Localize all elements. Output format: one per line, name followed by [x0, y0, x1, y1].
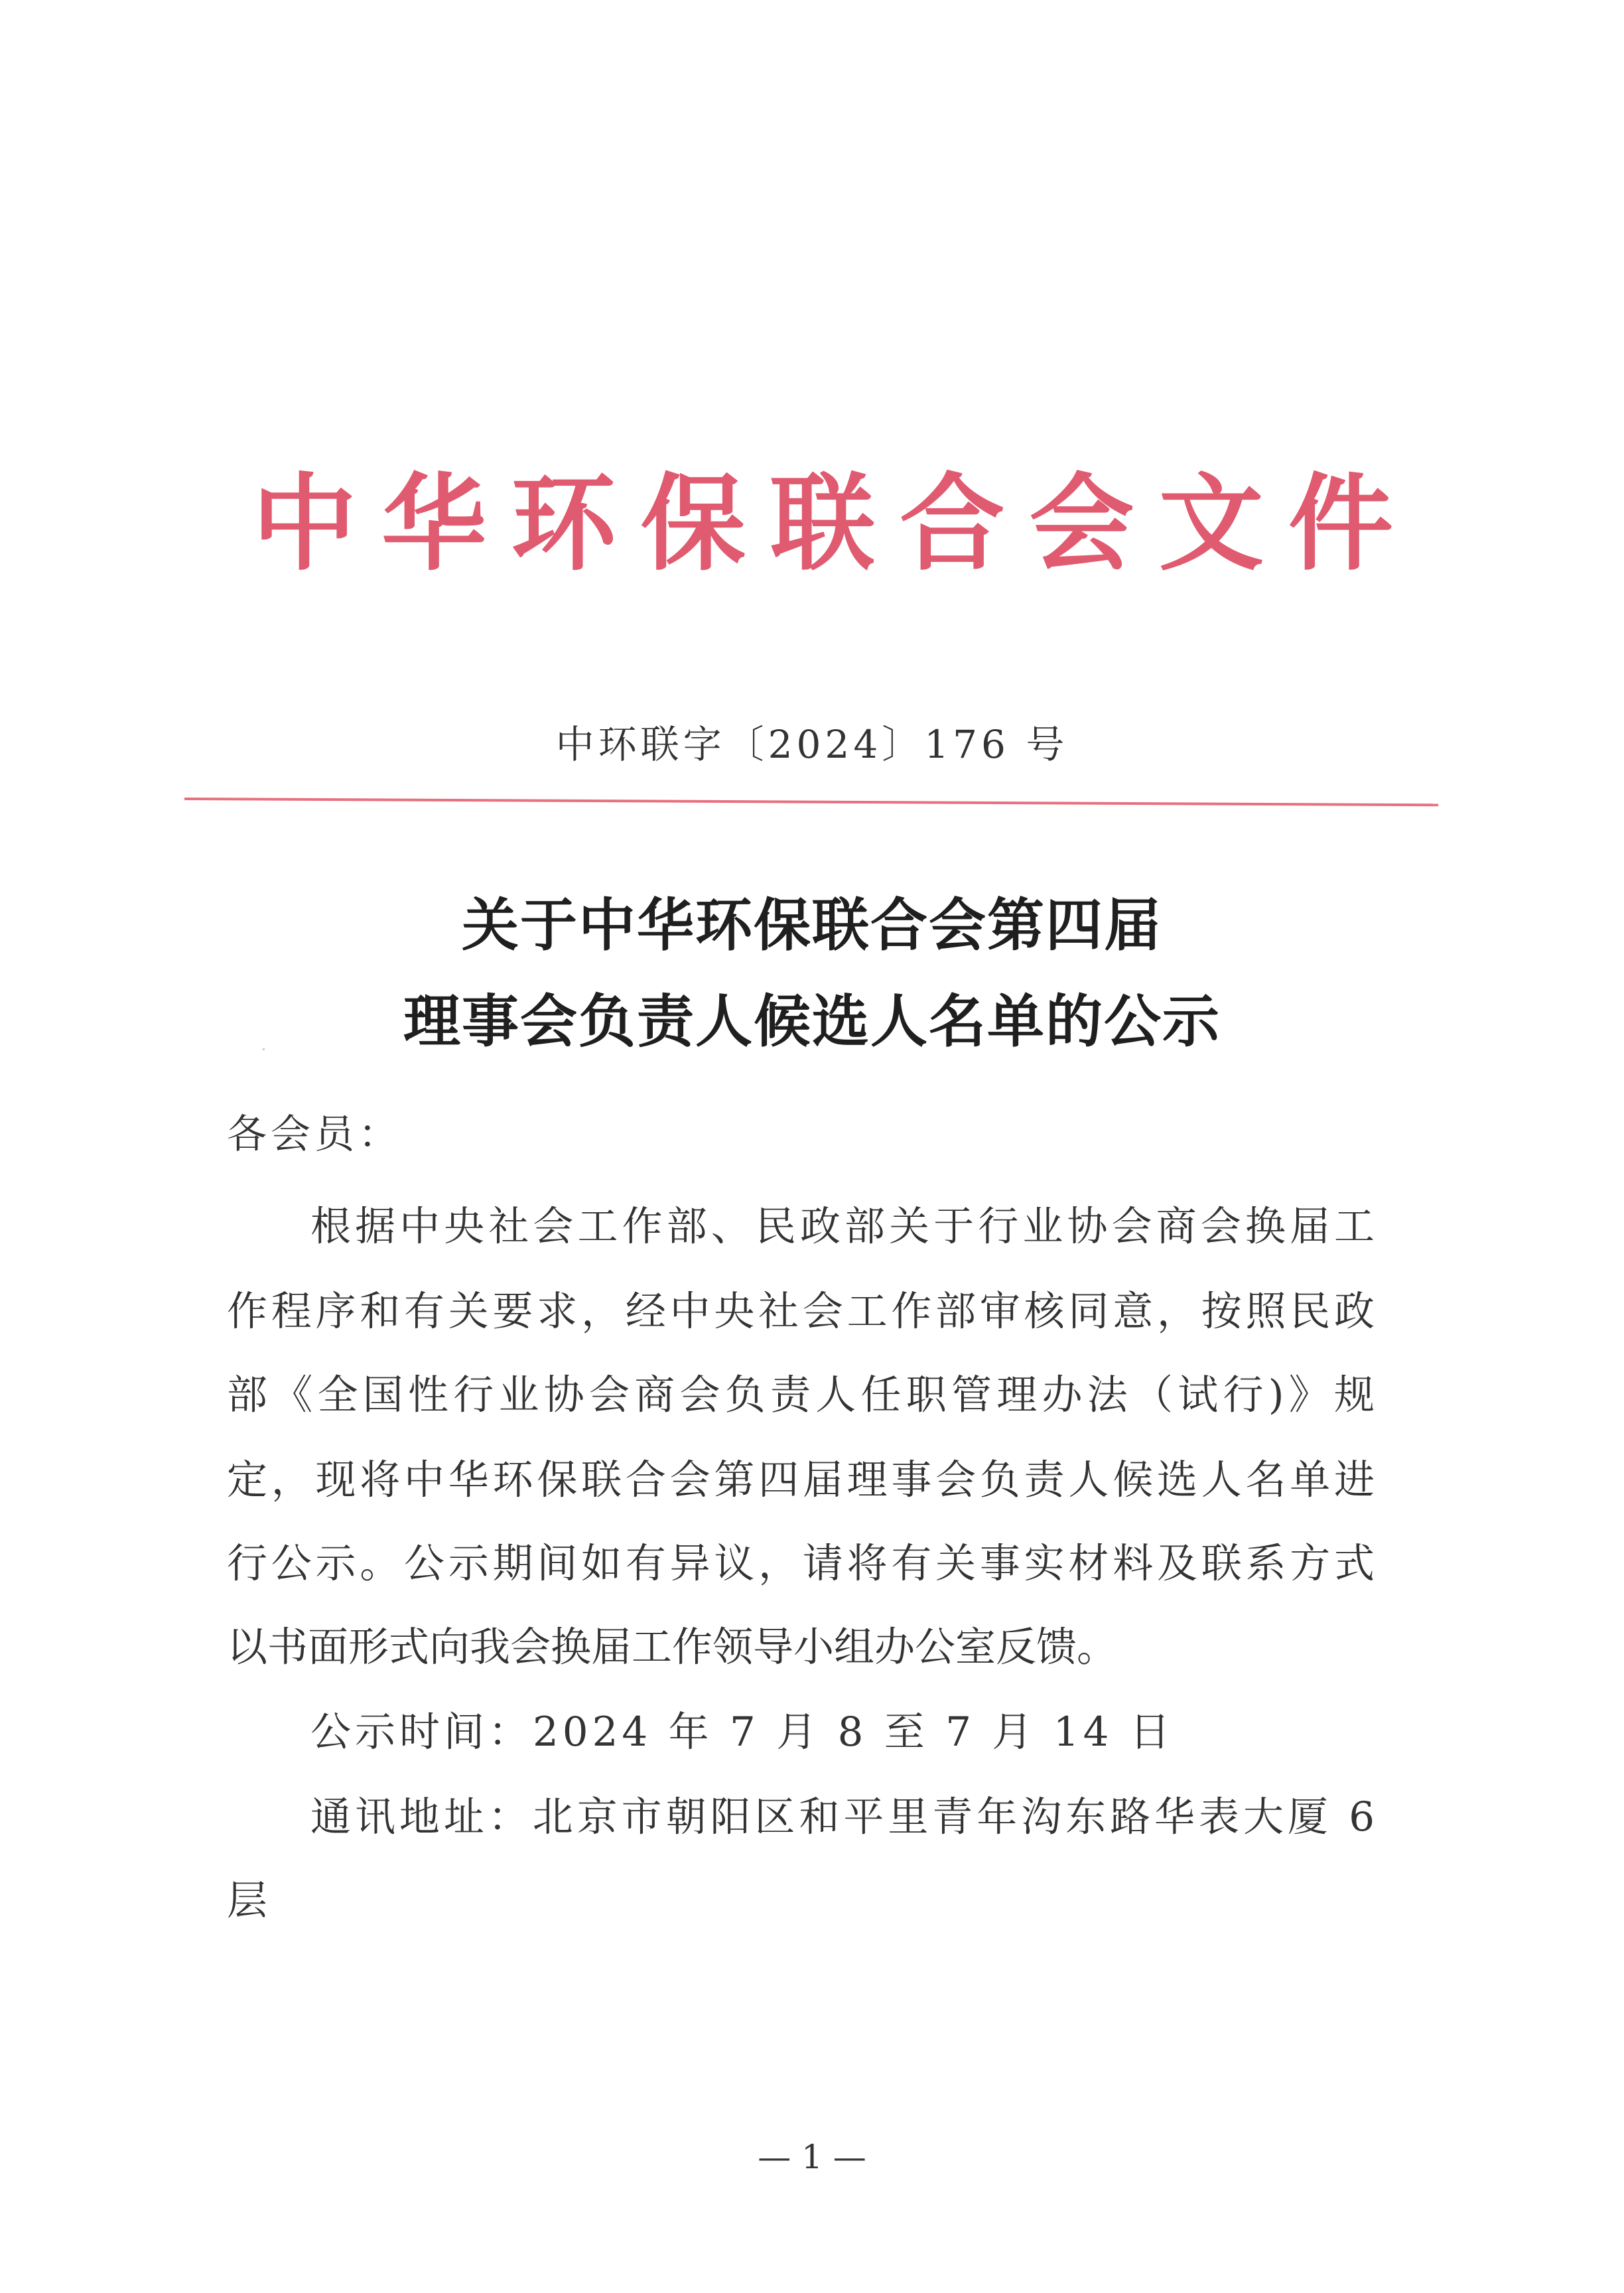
org-header-char: 中 [252, 463, 357, 585]
body-paragraph-line: 作程序和有关要求，经中央社会工作部审核同意，按照民政 [227, 1288, 1375, 1335]
org-header-char: 会 [1029, 463, 1134, 585]
mailing-address: 通讯地址：北京市朝阳区和平里青年沟东路华表大厦 6 [310, 1793, 1375, 1841]
publicity-period: 公示时间：2024 年 7 月 8 至 7 月 14 日 [310, 1708, 1174, 1756]
org-header-char: 件 [1288, 463, 1393, 585]
body-paragraph-line: 以书面形式向我会换届工作领导小组办公室反馈。 [227, 1624, 1118, 1671]
document-title-line-1: 关于中华环保联合会第四届 [462, 892, 1162, 959]
body-paragraph-line: 行公示。公示期间如有异议，请将有关事实材料及联系方式 [227, 1540, 1375, 1587]
red-divider-line [184, 798, 1438, 806]
body-paragraph-line: 根据中央社会工作部、民政部关于行业协会商会换届工 [310, 1203, 1375, 1250]
salutation: 各会员： [227, 1111, 402, 1158]
scan-speck [263, 1048, 265, 1050]
org-header-char: 华 [381, 463, 487, 585]
org-header-char: 保 [640, 463, 746, 585]
org-header-char: 环 [511, 463, 616, 585]
document-title-line-2: 理事会负责人候选人名单的公示 [403, 988, 1221, 1055]
document-number: 中环联字〔2024〕176 号 [555, 722, 1069, 767]
org-header-char: 合 [900, 463, 1005, 585]
page-number: — 1 — [758, 2138, 866, 2176]
org-document-header [252, 458, 1393, 591]
org-header-char: 联 [770, 463, 875, 585]
body-paragraph-line: 部《全国性行业协会商会负责人任职管理办法（试行)》规 [227, 1371, 1375, 1419]
body-paragraph-line: 定，现将中华环保联合会第四届理事会负责人候选人名单进 [227, 1456, 1375, 1503]
mailing-address-continued: 层 [227, 1877, 268, 1924]
org-header-char: 文 [1158, 463, 1264, 585]
